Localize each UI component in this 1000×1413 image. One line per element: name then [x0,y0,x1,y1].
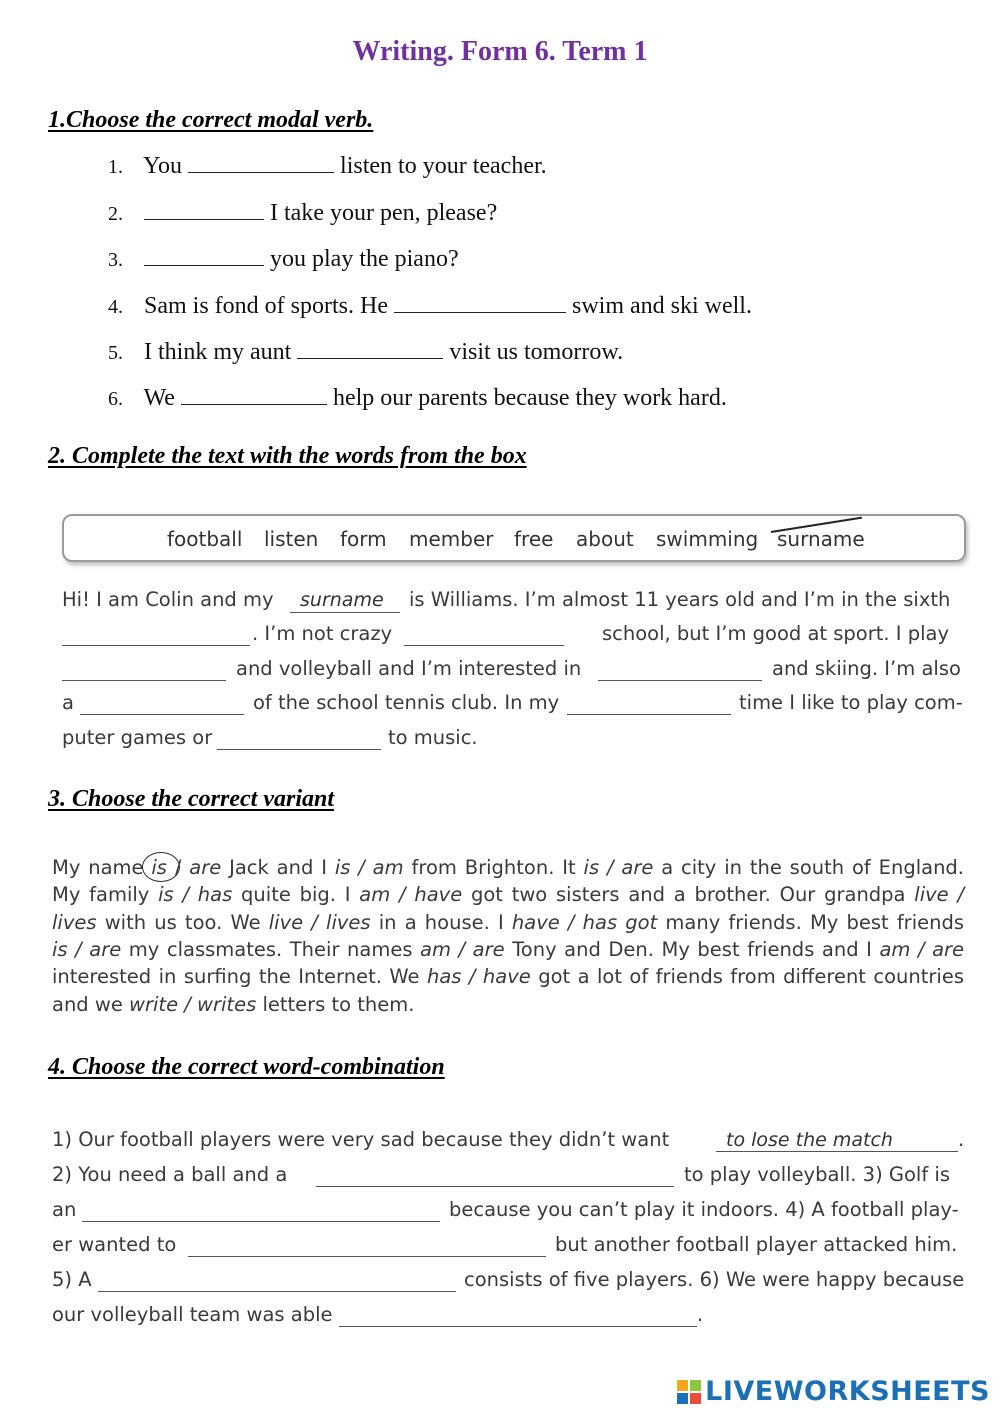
item-number: 3. [108,249,123,271]
answer-blank[interactable] [62,645,250,646]
option[interactable]: write / writes [129,993,257,1016]
item-suffix: you play the piano? [270,246,459,272]
s2-text-line: a [62,691,74,714]
page-title: Writing. Form 6. Term 1 [352,36,648,67]
s2-text-line: is Williams. I’m almost 11 years old and I’m in the sixth [409,588,951,611]
s1-item-5 [108,336,623,366]
s2-text-line: to music. [388,726,478,749]
answer-blank[interactable] [316,1186,674,1187]
logo-mark-icon [677,1380,701,1404]
item-suffix: help our parents because they work hard. [332,385,727,411]
s3-line-6: and we write / writes letters to them. [52,993,415,1016]
answer-blank[interactable] [404,645,564,646]
s3-line-1: My name is / are Jack and I is / am from Brighton. It is / are a city in the south of England. [52,856,965,879]
option[interactable]: have / has got [511,911,658,934]
s4-text-line: . [958,1128,965,1151]
answer-blank[interactable] [62,680,226,681]
answer-blank[interactable] [290,612,400,613]
answer-blank[interactable] [188,150,334,173]
option[interactable]: am / have [359,883,463,906]
s2-text-line: school, but I’m good at sport. I play [602,622,950,645]
item-suffix: visit us tomorrow. [449,339,624,365]
s3-line-5: interested in surfing the Internet. We has / have got a lot of friends from different countries [52,965,965,988]
s4-text-line: an [52,1198,77,1221]
answer-blank[interactable] [598,680,762,681]
s2-text-line: puter games or [62,726,213,749]
answer-blank[interactable] [567,714,731,715]
answer-blank[interactable] [82,1221,440,1222]
s4-text-line: our volleyball team was able [52,1303,333,1326]
option[interactable]: am / are [879,938,965,961]
answer-blank[interactable] [80,714,244,715]
s4-text-line: 2) You need a ball and a [52,1163,288,1186]
option[interactable]: is / are [583,856,654,879]
s3-line-2: My family is / has quite big. I am / have got two sisters and a brother. Our grandpa live / [52,883,965,906]
item-number: 5. [108,342,123,364]
s3-line-3: lives with us too. We live / lives in a house. I have / has got many friends. My best friends [52,911,965,934]
item-suffix: swim and ski well. [571,293,752,319]
answer-blank[interactable] [98,1291,456,1292]
s1-item-6 [108,382,727,412]
s4-text-line: er wanted to [52,1233,177,1256]
s2-text-line: time I like to play com- [739,691,963,714]
word-football: football [167,527,243,551]
answer-blank[interactable] [716,1151,958,1152]
item-number: 4. [108,296,123,318]
answer-blank[interactable] [144,197,264,220]
option[interactable]: live / [914,883,965,906]
answer-blank[interactable] [394,290,566,313]
word-about: about [576,527,634,551]
s4-text-line: because you can’t play it indoors. 4) A football play- [449,1198,959,1221]
word-listen: listen [264,527,319,551]
s2-text-line: . I’m not crazy [252,622,393,645]
s4-text-line: 5) A [52,1268,92,1291]
s3-line-4: is / are my classmates. Their names am / are Tony and Den. My best friends and I am / are [52,938,965,961]
option[interactable]: are [189,856,222,879]
example-answer: surname [300,589,384,611]
item-prefix: I think my aunt [144,339,292,365]
logo-text: LIVEWORKSHEETS [705,1376,990,1407]
option[interactable]: has / have [426,965,531,988]
word-form: form [340,527,387,551]
word-free: free [514,527,554,551]
item-number: 2. [108,203,123,225]
s2-text-line: Hi! I am Colin and my [62,588,274,611]
section-4-heading: 4. Choose the correct word-combination [48,1054,445,1080]
word-box [62,514,966,562]
word-member: member [409,527,494,551]
s1-item-2 [108,197,497,227]
answer-blank[interactable] [181,382,327,405]
s1-item-1 [108,150,547,180]
item-prefix: You [143,153,183,179]
liveworksheets-logo[interactable] [677,1376,990,1407]
item-prefix: We [143,385,175,411]
item-number: 6. [108,388,123,410]
section-2-heading: 2. Complete the text with the words from the box [48,443,527,469]
s2-text-line: and skiing. I’m also [772,657,961,680]
answer-blank[interactable] [339,1326,697,1327]
item-suffix: I take your pen, please? [270,200,498,226]
answer-blank[interactable] [144,243,264,266]
example-answer: to lose the match [726,1129,893,1151]
s4-text-line: but another football player attacked him. [555,1233,958,1256]
option[interactable]: is / has [158,883,233,906]
option[interactable]: is / am [334,856,404,879]
s4-text-line: 1) Our football players were very sad because they didn’t want [52,1128,670,1151]
option[interactable]: is / are [52,938,122,961]
s1-item-4 [108,290,752,320]
option[interactable]: lives [52,911,97,934]
answer-blank[interactable] [188,1256,546,1257]
item-suffix: listen to your teacher. [340,153,547,179]
item-number: 1. [108,156,123,178]
item-prefix: Sam is fond of sports. He [144,293,388,319]
answer-blank[interactable] [217,749,381,750]
s4-text-line: . [697,1303,704,1326]
section-1-heading: 1.Choose the correct modal verb. [48,107,374,133]
option[interactable]: am / are [420,938,505,961]
word-swimming: swimming [656,527,759,551]
word-surname: surname [777,527,865,551]
s4-text-line: to play volleyball. 3) Golf is [684,1163,950,1186]
section-3-heading: 3. Choose the correct variant [48,786,334,812]
s2-text-line: of the school tennis club. In my [253,691,560,714]
s4-text-line: consists of five players. 6) We were happy because [464,1268,965,1291]
s1-item-3 [108,243,459,273]
option[interactable]: live / lives [268,911,371,934]
answer-blank[interactable] [297,336,443,359]
s2-text-line: and volleyball and I’m interested in [236,657,582,680]
option[interactable]: is [151,856,167,879]
